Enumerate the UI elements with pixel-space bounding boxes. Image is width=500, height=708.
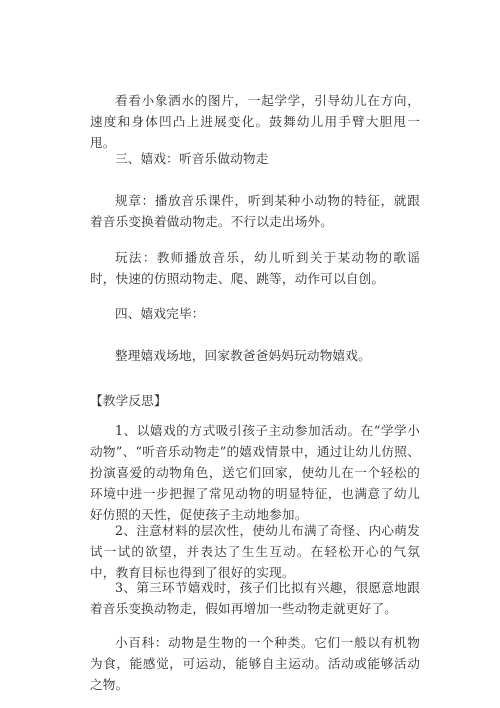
section-heading-game-3: 三、嬉戏：听音乐做动物走: [115, 151, 269, 166]
paragraph-gameplay: 玩法：教师播放音乐，幼儿听到关于某动物的歌谣时，快速的仿照动物走、爬、跳等，动作可以自创。: [90, 250, 420, 286]
paragraph-reflection-3: 3、第三环节嬉戏时，孩子们比拟有兴趣，很愿意地跟着音乐变换动物走，假如再增加一些动物走就更好了。: [90, 580, 420, 616]
paragraph-cleanup: 整理嬉戏场地，回家教爸爸妈妈玩动物嬉戏。: [115, 348, 371, 363]
paragraph-intro: 看看小象洒水的图片，一起学学，引导幼儿在方向，速度和身体凹凸上进展变化。鼓舞幼儿用手臂大胆甩一甩。: [90, 93, 420, 150]
paragraph-reflection-2: 2、注意材料的层次性，使幼儿布满了奇怪、内心萌发试一试的欲望，并表达了生生互动。在轻松开心的气氛中，教育目标也得到了很好的实现。: [90, 523, 420, 580]
paragraph-rules: 规章：播放音乐课件，听到某种小动物的特征，就跟着音乐变换着做动物走。不行以走出场外。: [90, 193, 420, 229]
paragraph-reflection-1: 1、以嬉戏的方式吸引孩子主动参加活动。在“学学小动物”、“听音乐动物走”的嬉戏情景中，通过让幼儿仿照、扮演喜爱的动物角色，送它们回家，使幼儿在一个轻松的环境中进一步把握了常见动物的明显特征，也满意了幼儿好仿照的天性，促使孩子主动地参加。: [90, 423, 420, 522]
paragraph-encyclopedia: 小百科：动物是生物的一个种类。它们一般以有机物为食，能感觉，可运动，能够自主运动。活动或能够活动之物。: [90, 635, 420, 692]
section-heading-reflection: 【教学反思】: [90, 393, 167, 408]
section-heading-game-end: 四、嬉戏完毕：: [115, 306, 205, 321]
